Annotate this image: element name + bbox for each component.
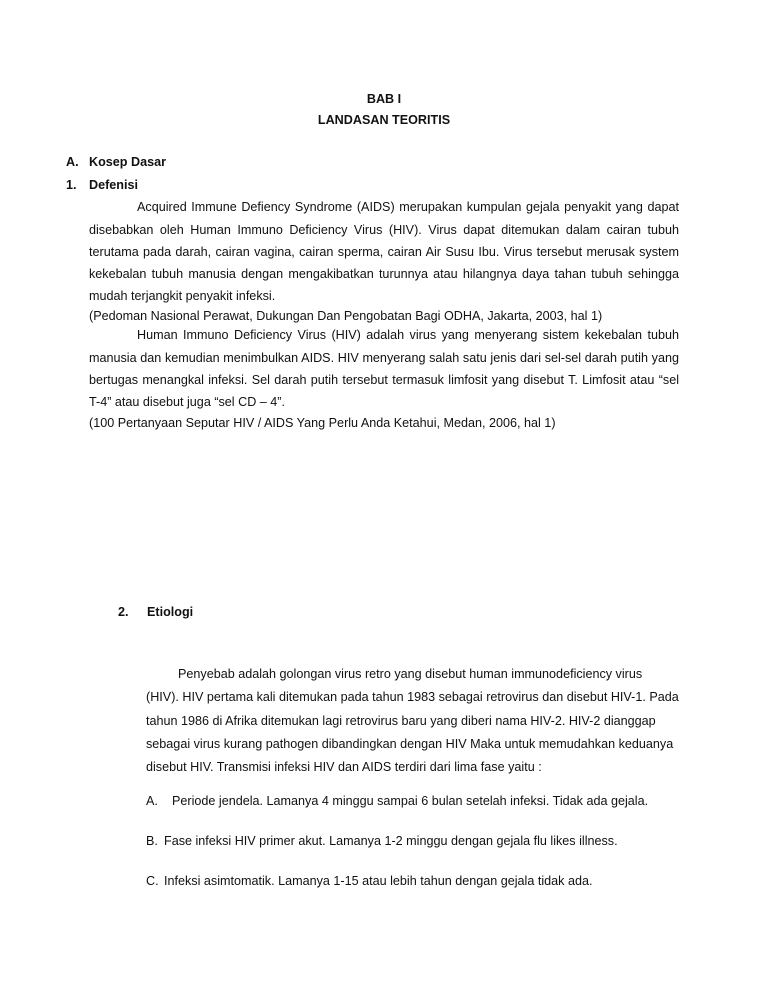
definisi-paragraph2-line: manusia dan kemudian menimbulkan AIDS. HIV menyerang salah satu jenis dari sel-sel darah putih yang	[89, 351, 679, 365]
phase-text: Periode jendela. Lamanya 4 minggu sampai 6 bulan setelah infeksi. Tidak ada gejala.	[172, 794, 649, 808]
definisi-heading: Defenisi	[89, 178, 138, 192]
definisi-paragraph1-line: mudah terjangkit penyakit infeksi.	[89, 289, 276, 303]
definisi-paragraph2-line: bertugas menangkal infeksi. Sel darah putih tersebut termasuk limfosit yang disebut T. Limfosit atau “sel	[89, 373, 679, 387]
etiologi-heading: Etiologi	[147, 605, 194, 619]
phase-text: Infeksi asimtomatik. Lamanya 1-15 atau lebih tahun dengan gejala tidak ada.	[164, 874, 593, 888]
section-a-heading: Kosep Dasar	[89, 155, 166, 169]
etiologi-paragraph-line: Penyebab adalah golongan virus retro yang disebut human immunodeficiency virus	[178, 667, 643, 681]
chapter-label: BAB I	[366, 92, 402, 106]
phase-marker: A.	[146, 794, 158, 808]
definisi-number: 1.	[66, 178, 77, 192]
etiologi-paragraph-line: sebagai virus kurang pathogen dibandingkan dengan HIV Maka untuk memudahkan keduanya	[146, 737, 674, 751]
page-title: LANDASAN TEORITIS	[317, 113, 451, 127]
definisi-citation2: (100 Pertanyaan Seputar HIV / AIDS Yang Perlu Anda Ketahui, Medan, 2006, hal 1)	[89, 416, 556, 430]
definisi-paragraph2-line: T-4” atau disebut juga “sel CD – 4”.	[89, 395, 285, 409]
section-a-number: A.	[66, 155, 79, 169]
definisi-paragraph1-line: disebabkan oleh Human Immuno Deficiency Virus (HIV). Virus dapat ditemukan dalam cairan tubuh	[89, 223, 679, 237]
definisi-paragraph1-line: Acquired Immune Defiency Syndrome (AIDS) merupakan kumpulan gejala penyakit yang dapat	[137, 200, 679, 214]
definisi-citation1: (Pedoman Nasional Perawat, Dukungan Dan Pengobatan Bagi ODHA, Jakarta, 2003, hal 1)	[89, 309, 603, 323]
etiologi-number: 2.	[118, 605, 129, 619]
etiologi-paragraph-line: (HIV). HIV pertama kali ditemukan pada tahun 1983 sebagai retrovirus dan disebut HIV-1. Pada	[146, 690, 679, 704]
definisi-paragraph2-line: Human Immuno Deficiency Virus (HIV) adalah virus yang menyerang sistem kekebalan tubuh	[137, 328, 679, 342]
definisi-paragraph1-line: terutama pada darah, cairan vagina, cairan sperma, cairan Air Susu Ibu. Virus tersebut merusak system	[89, 245, 679, 259]
definisi-paragraph1-line: kekebalan tubuh manusia dengan mengakibatkan turunnya atau hilangnya daya tahan tubuh sehingga	[89, 267, 679, 281]
etiologi-paragraph-line: disebut HIV. Transmisi infeksi HIV dan AIDS terdiri dari lima fase yaitu :	[146, 760, 542, 774]
phase-marker: B.	[146, 834, 158, 848]
etiologi-paragraph-line: tahun 1986 di Afrika ditemukan lagi retrovirus baru yang diberi nama HIV-2. HIV-2 dianggap	[146, 714, 656, 728]
phase-text: Fase infeksi HIV primer akut. Lamanya 1-2 minggu dengan gejala flu likes illness.	[164, 834, 618, 848]
phase-marker: C.	[146, 874, 159, 888]
